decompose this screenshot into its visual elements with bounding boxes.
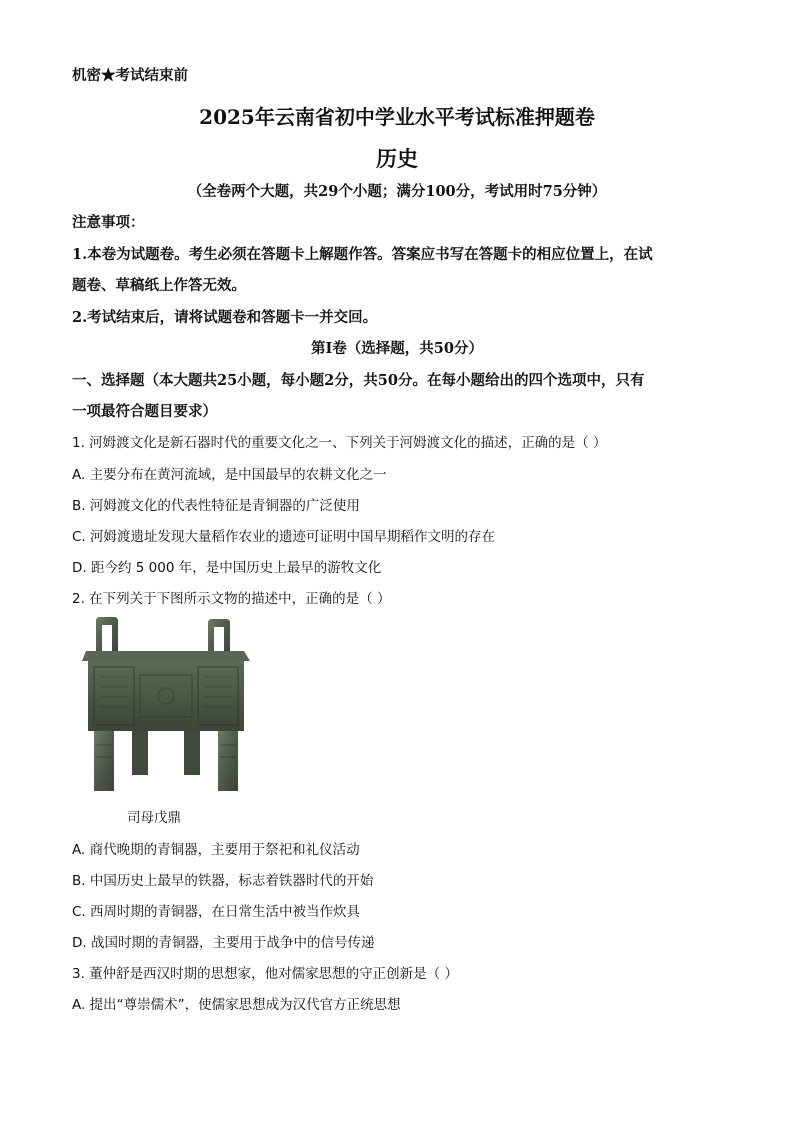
notice-heading: 注意事项： <box>72 214 145 231</box>
section-heading-line-1: 一、选择题（本大题共25小题，每小题2分，共50分。在每小题给出的四个选项中，只有 <box>72 372 645 389</box>
part-heading: 第Ⅰ卷（选择题，共50分） <box>311 340 483 357</box>
notice-item-2: 2.考试结束后，请将试题卷和答题卡一并交回。 <box>72 309 378 326</box>
question-1-option-a: A. 主要分布在黄河流域，是中国最早的农耕文化之一 <box>72 467 387 483</box>
subject-title: 历史 <box>376 146 418 171</box>
section-heading-line-2: 一项最符合题目要求） <box>72 403 217 420</box>
question-2-option-d: D. 战国时期的青铜器，主要用于战争中的信号传递 <box>72 935 375 951</box>
confidential-mark: 机密★考试结束前 <box>72 67 188 84</box>
question-2-stem: 2. 在下列关于下图所示文物的描述中，正确的是（ ） <box>72 591 391 607</box>
simuwu-ding-image <box>80 615 252 795</box>
figure-caption: 司母戊鼎 <box>127 810 181 826</box>
question-1-option-d: D. 距今约 5 000 年，是中国历史上最早的游牧文化 <box>72 560 382 576</box>
question-1-stem: 1. 河姆渡文化是新石器时代的重要文化之一、下列关于河姆渡文化的描述，正确的是（ ） <box>72 435 607 451</box>
question-2-option-b: B. 中国历史上最早的铁器，标志着铁器时代的开始 <box>72 873 374 889</box>
question-2-option-c: C. 西周时期的青铜器，在日常生活中被当作炊具 <box>72 904 361 920</box>
question-1-option-c: C. 河姆渡遗址发现大量稻作农业的遗迹可证明中国早期稻作文明的存在 <box>72 529 496 545</box>
question-1-option-b: B. 河姆渡文化的代表性特征是青铜器的广泛使用 <box>72 498 360 514</box>
exam-scope: （全卷两个大题，共29个小题；满分100分，考试用时75分钟） <box>187 183 607 200</box>
notice-item-1-line-1: 1.本卷为试题卷。考生必须在答题卡上解题作答。答案应书写在答题卡的相应位置上，在试 <box>72 246 653 263</box>
exam-title: 2025年云南省初中学业水平考试标准押题卷 <box>199 105 595 129</box>
question-3-option-a: A. 提出“尊崇儒术”，使儒家思想成为汉代官方正统思想 <box>72 997 401 1013</box>
question-2-option-a: A. 商代晚期的青铜器，主要用于祭祀和礼仪活动 <box>72 842 360 858</box>
notice-item-1-line-2: 题卷、草稿纸上作答无效。 <box>72 277 246 294</box>
question-3-stem: 3. 董仲舒是西汉时期的思想家，他对儒家思想的守正创新是（ ） <box>72 966 458 982</box>
